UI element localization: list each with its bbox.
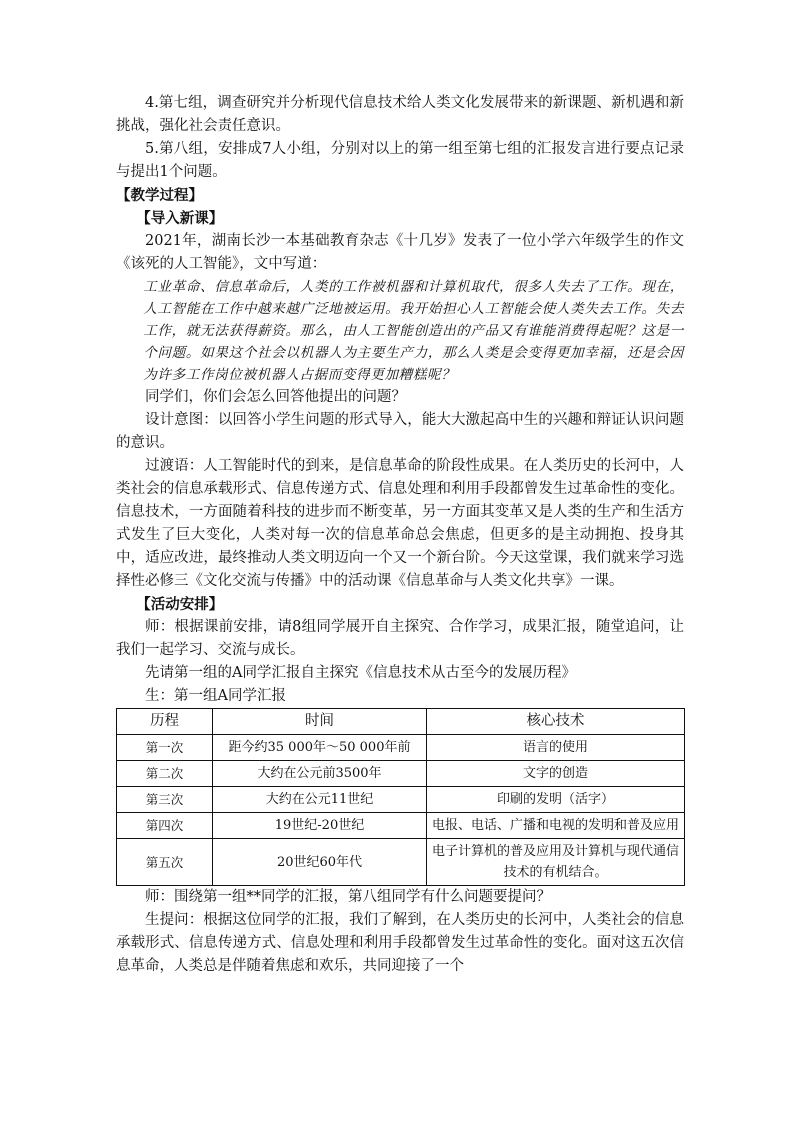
teacher-question: 师：围绕第一组**同学的汇报，第八组同学有什么问题要提问？ [145,889,551,905]
table-row [117,787,685,813]
table-header-row [117,709,685,735]
section-heading-teaching-process: 【教学过程】 [116,187,203,204]
item-5: 5.第八组，安排成7人小组，分别对以上的第一组至第七组的汇报发言进行要点记录与提出1个问题。 [116,141,684,180]
student-question: 生提问：根据这位同学的汇报，我们了解到，在人类历史的长河中，人类社会的信息承载形式、信息传递方式、信息处理和利用手段都曾发生过革命性的变化。面对这五次信息革命，人类总是伴随着焦虑和欢乐，共同迎接了一个 [116,912,684,974]
history-table [116,708,685,886]
table-cell: 第一次 [117,735,213,761]
table-row [117,761,685,787]
intro-paragraph: 2021年，湖南长沙一本基础教育杂志《十几岁》发表了一位小学六年级学生的作文《该死的人工智能》，文中写道： [116,233,684,272]
header-time: 时间 [213,709,427,735]
table-cell: 第四次 [117,813,213,839]
table-cell: 印刷的发明（活字） [427,787,685,813]
table-row [117,813,685,839]
table-cell: 文字的创造 [427,761,685,787]
student-label: 生：第一组A同学汇报 [145,688,286,704]
table-cell: 语言的使用 [427,735,685,761]
table-row [117,839,685,886]
table-cell: 电子计算机的普及应用及计算机与现代通信技术的有机结合。 [427,839,685,886]
transition-paragraph: 过渡语：人工智能时代的到来，是信息革命的阶段性成果。在人类历史的长河中，人类社会的信息承载形式、信息传递方式、信息处理和利用手段都曾发生过革命性的变化。信息技术，一方面随着科技的进步而不断变革，另一方面其变革又是人类的生产和生活方式发生了巨大变化，人类对每一次的信息革命总会焦虑，但更多的是主动拥抱、投身其中，适应改进，最终推动人类文明迈向一个又一个新台阶。今天这堂课，我们就来学习选择性必修三《文化交流与传播》中的活动课《信息革命与人类文化共享》一课。 [116,458,684,589]
header-core-tech: 核心技术 [427,709,685,735]
table-cell: 20世纪60年代 [213,839,427,886]
table-cell: 19世纪-20世纪 [213,813,427,839]
table-cell: 大约在公元前3500年 [213,761,427,787]
subheading-activity: 【活动安排】 [136,596,224,613]
table-cell: 第二次 [117,761,213,787]
item-4: 4.第七组，调查研究并分析现代信息技术给人类文化发展带来的新课题、新机遇和新挑战，强化社会责任意识。 [116,95,684,134]
table-row [117,735,685,761]
table-cell: 大约在公元11世纪 [213,787,427,813]
design-intent: 设计意图：以回答小学生问题的形式导入，能大大激起高中生的兴趣和辩证认识问题的意识。 [116,412,684,451]
question-paragraph: 同学们，你们会怎么回答他提出的问题？ [145,389,406,405]
invite-paragraph: 先请第一组的A同学汇报自主探究《信息技术从古至今的发展历程》 [145,665,576,681]
subheading-intro: 【导入新课】 [136,210,224,227]
table-cell: 第三次 [117,787,213,813]
table-cell: 第五次 [117,839,213,886]
header-stage: 历程 [117,709,213,735]
essay-quote: 工业革命、信息革命后，人类的工作被机器和计算机取代，很多人失去了工作。现在，人工智能在工作中越来越广泛地被运用。我开始担心人工智能会使人类失去工作。失去工作，就无法获得薪资。那么，由人工智能创造出的产品又有谁能消费得起呢？这是一个问题。如果这个社会以机器人为主要生产力，那么人类是会变得更加幸福，还是会因为许多工作岗位被机器人占据而变得更加糟糕呢？ [143,279,684,383]
table-cell: 电报、电话、广播和电视的发明和普及应用 [427,813,685,839]
document-page [116,92,684,978]
table-cell: 距今约35 000年～50 000年前 [213,735,427,761]
teacher-instruction: 师：根据课前安排，请8组同学展开自主探究、合作学习，成果汇报，随堂追问，让我们一起学习、交流与成长。 [116,619,684,658]
